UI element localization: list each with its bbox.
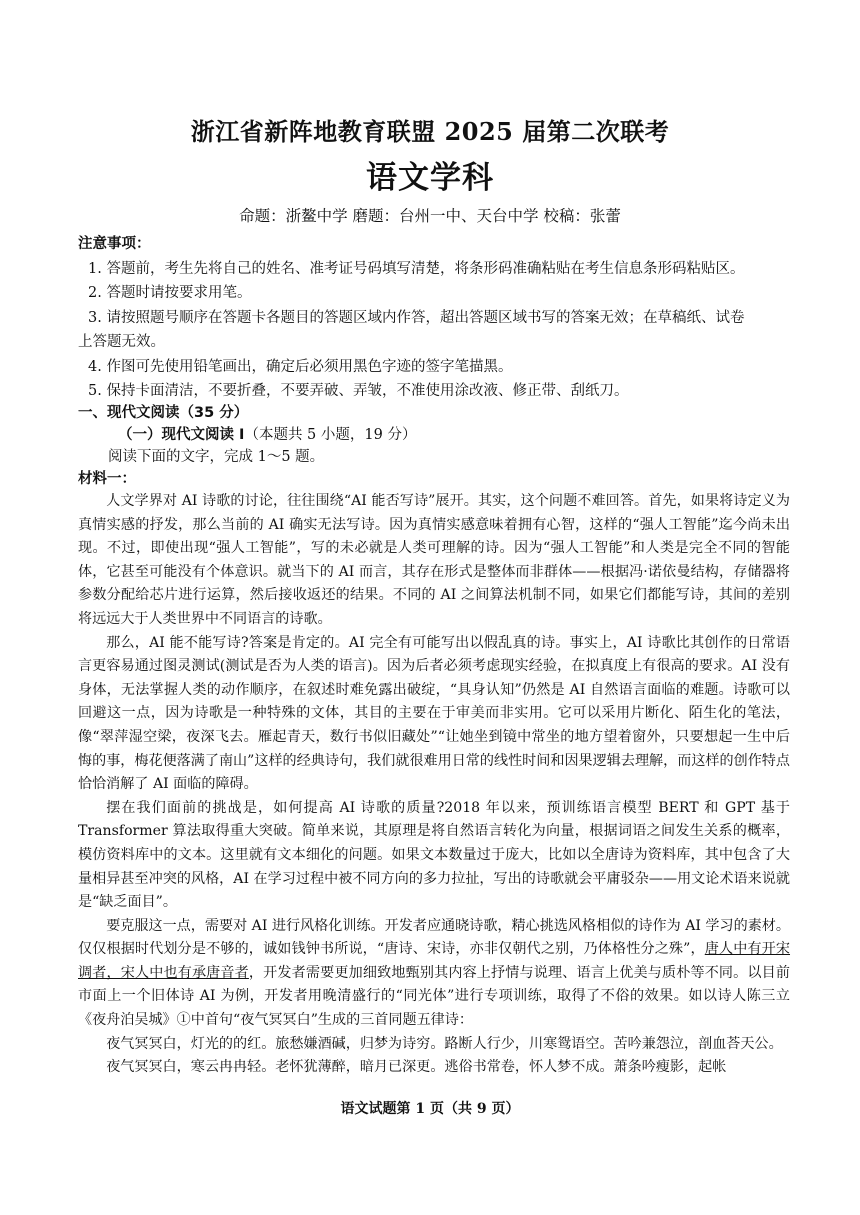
exam-title: 浙江省新阵地教育联盟 2025 届第二次联考 [190, 117, 670, 146]
underlined-sentence: 唐人中有开宋调者，宋人中也有承唐音者 [78, 941, 791, 981]
notice-item-3: 3. 请按照题号顺序在答题卡各题目的答题区域内作答，超出答题区域书写的答案无效；在草稿纸、试卷 [88, 309, 745, 326]
section-header-block [78, 402, 790, 490]
paragraph-3: 摆在我们面前的挑战是，如何提高 AI 诗歌的质量?2018 年以来，预训练语言模型 BERT 和 GPT 基于 Transformer 算法取得重大突破。简单来说，其原理是将自然语言转化为向量，根据词语之间发生关系的概率，模仿资料库中的文本。这里就有文本细化的问题。如果文本数量过于庞大，比如以全唐诗为资料库，其中包含了大量相异甚至冲突的风格，AI 在学习过程中被不同方向的多力拉扯，写出的诗歌就会平庸驳杂——用文论术语来说就是“缺乏面目”。 [78, 799, 790, 911]
paragraph-2: 那么，AI 能不能写诗?答案是肯定的。AI 完全有可能写出以假乱真的诗。事实上，AI 诗歌比其创作的日常语言更容易通过图灵测试(测试是否为人类的语言)。因为后者必须考虑现实经验，在拟真度上有很高的要求。AI 没有身体，无法掌握人类的动作顺序，在叙述时难免露出破绽，“具身认知”仍然是 AI 自然语言面临的难题。诗歌可以回避这一点，因为诗歌是一种特殊的文体，其目的主要在于审美而非实用。它可以采用片断化、陌生化的笔法，像“翠萍湿空梁，夜深飞去。雁起青天，数行书似旧藏处”“让她坐到镜中常坐的地方望着窗外，只要想起一生中后悔的事，梅花便落满了南山”这样的经典诗句，我们就很难用日常的线性时间和因果逻辑去理解，而这样的创作特点恰恰消解了 AI 面临的障碍。 [78, 634, 790, 793]
reading-instruction: 阅读下面的文字，完成 1～5 题。 [108, 449, 325, 465]
notice-item-2: 2. 答题时请按要求用笔。 [88, 285, 252, 301]
material-text [78, 490, 790, 1080]
notice-item-3-continued: 上答题无效。 [78, 334, 165, 350]
subject-title: 语文学科 [366, 160, 494, 196]
paragraph-4 [78, 915, 790, 1033]
notice-item-1: 1. 答题前，考生先将自己的姓名、准考证号码填写清楚，将条形码准确粘贴在考生信息条形码粘贴区。 [88, 260, 745, 277]
poem-2: 夜气冥冥白，寒云冉冉轻。老怀犹薄醉，暗月已深更。逃俗书常卷，怀人梦不成。萧条吟瘦影，起帐 [106, 1059, 727, 1076]
page-footer: 语文试题第 1 页（共 9 页） [340, 1101, 520, 1117]
notice-item-5: 5. 保持卡面清洁，不要折叠，不要弄破、弄皱，不准使用涂改液、修正带、刮纸刀。 [88, 383, 629, 399]
material-label: 材料一： [78, 471, 136, 487]
subsection-score: （本题共 5 小题，19 分） [244, 427, 417, 443]
subsection-heading [78, 424, 790, 446]
notice-block [78, 232, 790, 404]
credits-line: 命题：浙鳌中学 磨题：台州一中、天台中学 校稿：张蕾 [239, 207, 621, 225]
poem-1: 夜气冥冥白，灯光的的红。旅愁嫌酒碱，归梦为诗穷。路断人行少，川寒鸳语空。苦吟兼怨泣，剖血荅天公。 [106, 1035, 783, 1052]
subsection-title: （一）现代文阅读 I [118, 427, 245, 443]
paragraph-4-part-a: 要克服这一点，需要对 AI 进行风格化训练。开发者应通晓诗歌，精心挑选风格相似的诗作为 AI 学习的素材。仅仅根据时代划分是不够的，诚如钱钟书所说，“唐诗、宋诗，亦非仅朝代之别，乃体格性分之殊”， [78, 917, 790, 958]
notice-title: 注意事项： [78, 236, 151, 252]
section-heading: 一、现代文阅读（35 分） [78, 405, 249, 421]
paragraph-1: 人文学界对 AI 诗歌的讨论，往往围绕“AI 能否写诗”展开。其实，这个问题不难回答。首先，如果将诗定义为真情实感的抒发，那么当前的 AI 确实无法写诗。因为真情实感意味着拥有心智，这样的“强人工智能”迄今尚未出现。不过，即使出现“强人工智能”，写的未必就是人类可理解的诗。因为“强人工智能”和人类是完全不同的智能体，它甚至可能没有个体意识。就当下的 AI 而言，其存在形式是整体而非群体——根据冯·诺依曼结构，存储器将参数分配给芯片进行运算，然后接收返还的结果。不同的 AI 之间算法机制不同，如果它们都能写诗，其间的差别将远远大于人类世界中不同语言的诗歌。 [78, 493, 790, 627]
notice-item-4: 4. 作图可先使用铅笔画出，确定后必须用黑色字迹的签字笔描黑。 [88, 358, 513, 375]
paragraph-4-part-b: ，开发者需要更加细致地甄别其内容上抒情与说理、语言上优美与质朴等不同。以目前市面上一个旧体诗 AI 为例，开发者用晚清盛行的“同光体”进行专项训练，取得了不俗的效果。如以诗人陈三立《夜舟泊吴城》①中首句“夜气冥冥白”生成的三首同题五律诗： [78, 964, 791, 1029]
